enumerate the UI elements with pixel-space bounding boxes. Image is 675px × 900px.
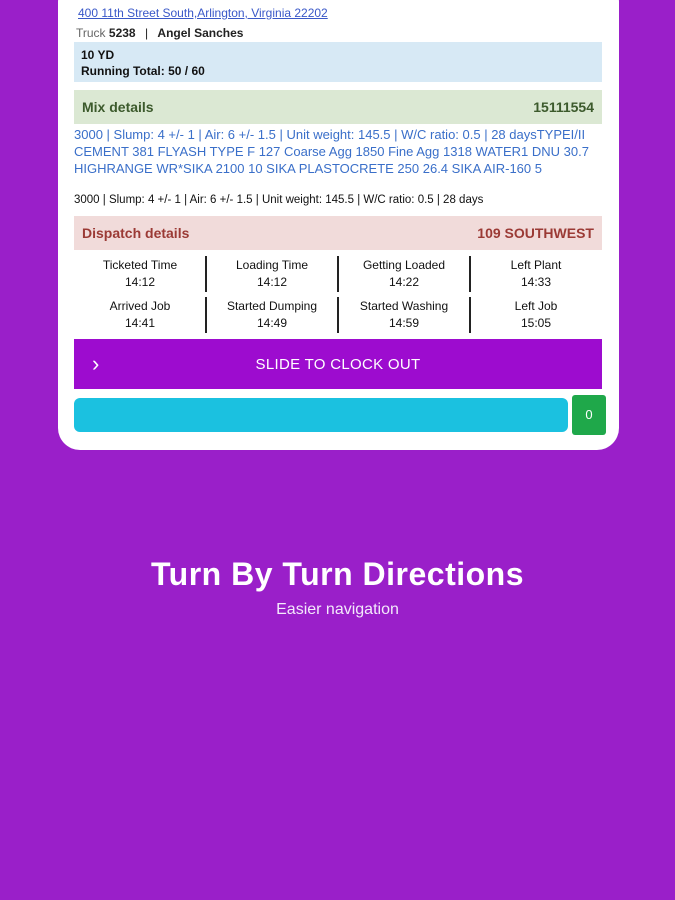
time-value: 15:05 bbox=[520, 316, 552, 330]
time-label: Arrived Job bbox=[109, 299, 171, 313]
slide-label: SLIDE TO CLOCK OUT bbox=[255, 356, 421, 373]
time-value: 14:33 bbox=[520, 275, 552, 289]
mix-code: 15111554 bbox=[533, 99, 594, 115]
time-label: Left Job bbox=[514, 299, 558, 313]
truck-driver-line bbox=[76, 26, 243, 40]
time-value: 14:12 bbox=[256, 275, 288, 289]
counter-badge[interactable]: 0 bbox=[572, 395, 606, 435]
time-label: Ticketed Time bbox=[102, 258, 178, 272]
time-label: Started Washing bbox=[359, 299, 449, 313]
time-value: 14:59 bbox=[388, 316, 420, 330]
dispatch-plant: 109 SOUTHWEST bbox=[477, 225, 594, 241]
time-cell-loading bbox=[206, 254, 338, 292]
promo-subline: Easier navigation bbox=[276, 601, 399, 618]
dispatch-details-title: Dispatch details bbox=[82, 225, 190, 241]
time-label: Left Plant bbox=[510, 258, 562, 272]
mix-details-title: Mix details bbox=[82, 99, 154, 115]
promo-headline: Turn By Turn Directions bbox=[151, 556, 524, 592]
running-total: Running Total: 50 / 60 bbox=[81, 64, 205, 78]
time-cell-left-plant bbox=[470, 254, 602, 292]
time-cell-started-washing bbox=[338, 295, 470, 333]
progress-bar bbox=[74, 398, 568, 432]
time-cell-started-dumping bbox=[206, 295, 338, 333]
mix-description: 3000 | Slump: 4 +/- 1 | Air: 6 +/- 1.5 | Unit weight: 145.5 | W/C ratio: 0.5 | 28 daysTYPEI/II CEMENT 381 FLYASH TYPE F 127 Coarse Agg 1850 Fine Agg 1318 WATER1 DNU 30.7 HIGHRANGE WR*SIKA 2100 10 SIKA PLASTOCRETE 250 26.4 SIKA AIR-160 5 bbox=[74, 127, 589, 176]
mix-summary: 3000 | Slump: 4 +/- 1 | Air: 6 +/- 1.5 | Unit weight: 145.5 | W/C ratio: 0.5 | 28 days bbox=[74, 194, 484, 206]
time-cell-left-job bbox=[470, 295, 602, 333]
time-cell-arrived-job bbox=[74, 295, 206, 333]
truck-label: Truck bbox=[76, 26, 106, 40]
driver-name: Angel Sanches bbox=[157, 26, 244, 40]
truck-number: 5238 bbox=[108, 26, 136, 40]
time-value: 14:49 bbox=[256, 316, 288, 330]
slide-to-clock-out[interactable] bbox=[74, 339, 602, 389]
time-value: 14:22 bbox=[388, 275, 420, 289]
dispatch-details-header[interactable] bbox=[74, 216, 602, 250]
time-label: Getting Loaded bbox=[362, 258, 446, 272]
dispatch-times-grid bbox=[74, 254, 602, 338]
yardage: 10 YD bbox=[81, 48, 115, 62]
chevron-right-icon[interactable]: › bbox=[92, 351, 100, 376]
time-value: 14:41 bbox=[124, 316, 156, 330]
job-card bbox=[58, 0, 619, 450]
job-address-link[interactable]: 400 11th Street South,Arlington, Virginia 22202 bbox=[78, 6, 328, 20]
time-cell-getting-loaded bbox=[338, 254, 470, 292]
mix-details-header[interactable] bbox=[74, 90, 602, 124]
time-label: Started Dumping bbox=[226, 299, 318, 313]
truck-separator: | bbox=[144, 26, 149, 40]
time-value: 14:12 bbox=[124, 275, 156, 289]
time-label: Loading Time bbox=[235, 258, 309, 272]
time-cell-ticketed bbox=[74, 254, 206, 292]
yardage-box bbox=[74, 42, 602, 82]
